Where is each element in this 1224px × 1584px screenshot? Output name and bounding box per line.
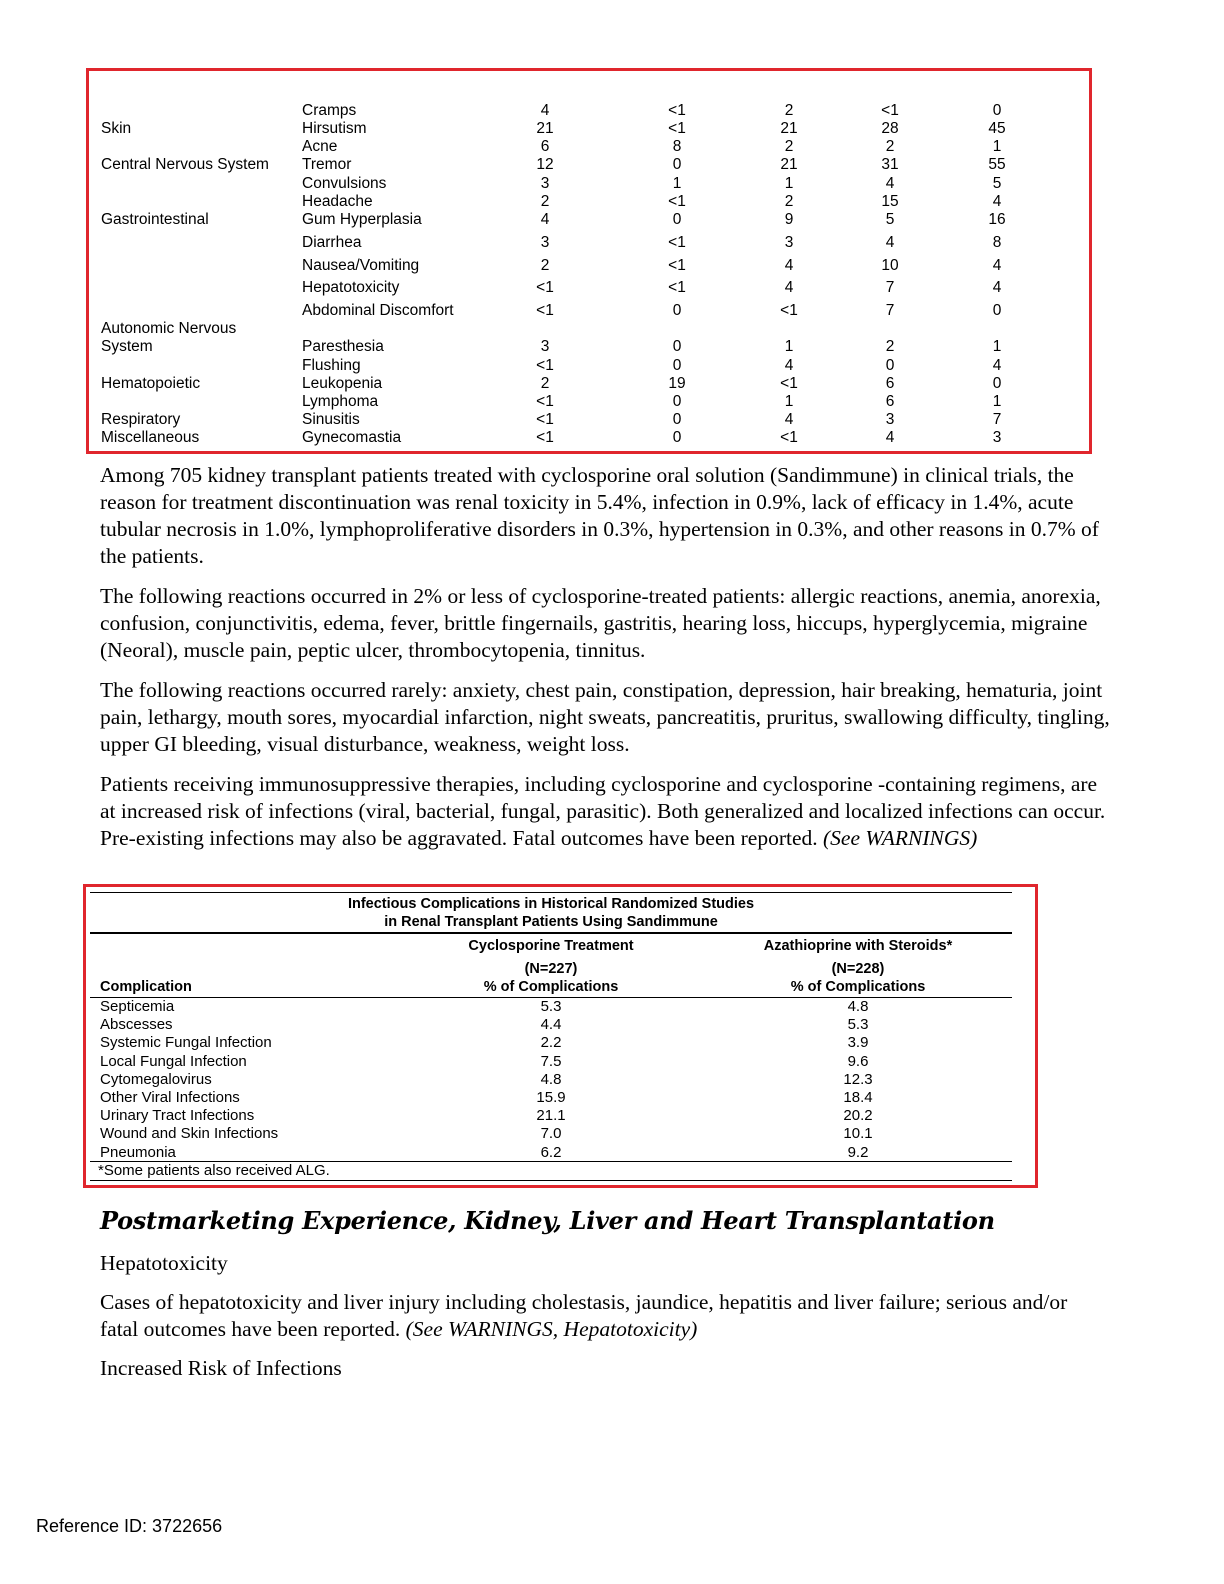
body-system-cell: Gastrointestinal — [101, 211, 209, 228]
value-cell: 0 — [885, 357, 895, 374]
postmarketing-heading: Postmarketing Experience, Kidney, Liver and Heart Transplantation — [100, 1206, 995, 1235]
table-row — [89, 138, 1089, 156]
value-cell: 28 — [881, 120, 899, 137]
reaction-cell: Hirsutism — [302, 120, 367, 137]
body-system-cell: Skin — [101, 120, 132, 137]
value-cell: 6 — [885, 393, 895, 410]
table-footnote-row — [86, 1162, 1035, 1180]
value-cell: 1 — [992, 138, 1002, 155]
value-cell: <1 — [536, 357, 554, 374]
value-cell: <1 — [536, 302, 554, 319]
value-cell: 4 — [885, 234, 895, 251]
table-title-line-2: in Renal Transplant Patients Using Sandimmune — [384, 914, 718, 930]
table-row — [89, 375, 1089, 393]
value-cell: 12 — [536, 156, 554, 173]
value-cell: 2 — [540, 375, 550, 392]
col-cyclosporine-n: (N=227) — [524, 961, 578, 977]
value-cell: <1 — [668, 234, 686, 251]
discontinuation-paragraph: Among 705 kidney transplant patients treated with cyclosporine oral solution (Sandimmune) in clinical trials, the reason for treatment discontinuation was renal toxicity in 5.4%, infection in 0.9%, lack of efficacy in 1.4%, acute tubular necrosis in 1.0%, lymphoproliferative disorders in 0.3%, hypertension in 0.3%, and other reasons in 0.7% of the patients. — [100, 463, 1099, 568]
complication-cell: Other Viral Infections — [100, 1089, 240, 1106]
reaction-cell: Abdominal Discomfort — [302, 302, 454, 319]
value-cell: 2 — [540, 193, 550, 210]
complication-cell: Systemic Fungal Infection — [100, 1034, 272, 1052]
value-cell: 4 — [784, 257, 794, 274]
value-cell: 0 — [672, 211, 682, 228]
complication-cell: Urinary Tract Infections — [100, 1107, 255, 1125]
azathioprine-value-cell: 12.3 — [843, 1070, 873, 1088]
table-row — [86, 1125, 1035, 1143]
value-cell: 4 — [784, 411, 794, 428]
see-warnings-hepatotoxicity-reference: (See WARNINGS, Hepatotoxicity) — [405, 1317, 698, 1341]
reactions-2pct-paragraph: The following reactions occurred in 2% or less of cyclosporine-treated patients: allergic reactions, anemia, anorexia, confusion, conjunctivitis, edema, fever, brittle fingernails, gastritis, hearing loss, hiccups, hyperglycemia, migraine (Neoral), muscle pain, peptic ulcer, thrombocytopenia, tinnitus. — [100, 584, 1101, 662]
value-cell: 31 — [881, 156, 899, 173]
value-cell: 1 — [672, 175, 682, 192]
azathioprine-value-cell: 4.8 — [847, 998, 869, 1015]
cyclosporine-value-cell: 2.2 — [540, 1034, 562, 1052]
reaction-cell: Hepatotoxicity — [302, 279, 400, 296]
value-cell: <1 — [881, 102, 899, 119]
value-cell: <1 — [536, 279, 554, 296]
value-cell: 3 — [540, 175, 550, 192]
table-row — [89, 102, 1089, 120]
value-cell: 4 — [885, 429, 895, 446]
value-cell: 4 — [540, 102, 550, 119]
value-cell: 4 — [992, 279, 1002, 296]
cyclosporine-value-cell: 7.0 — [540, 1125, 562, 1143]
value-cell: 1 — [784, 393, 794, 410]
value-cell: 21 — [780, 156, 798, 173]
value-cell: <1 — [536, 393, 554, 410]
table-row — [89, 211, 1089, 229]
infections-subheading: Increased Risk of Infections — [100, 1356, 342, 1380]
complication-cell: Wound and Skin Infections — [100, 1125, 279, 1143]
table-row — [86, 1089, 1035, 1107]
azathioprine-value-cell: 18.4 — [843, 1089, 873, 1106]
value-cell: 8 — [992, 234, 1002, 251]
value-cell: 0 — [672, 302, 682, 319]
complication-cell: Septicemia — [100, 998, 175, 1015]
table-row — [86, 1034, 1035, 1052]
body-system-cell: Autonomic Nervous — [101, 320, 237, 337]
cyclosporine-value-cell: 4.8 — [540, 1070, 562, 1088]
value-cell: 1 — [992, 393, 1002, 410]
body-system-cell: Central Nervous System — [101, 156, 269, 173]
value-cell: 4 — [885, 175, 895, 192]
col-azathioprine-unit: % of Complications — [790, 979, 926, 995]
table-row — [89, 338, 1089, 356]
cyclosporine-value-cell: 21.1 — [536, 1107, 566, 1125]
value-cell: 21 — [780, 120, 798, 137]
table-row — [89, 320, 1089, 338]
azathioprine-value-cell: 10.1 — [843, 1125, 873, 1143]
footnote-rule — [90, 1180, 1012, 1181]
body-system-cell: Hematopoietic — [101, 375, 201, 392]
table-row — [89, 279, 1089, 297]
cyclosporine-value-cell: 15.9 — [536, 1089, 566, 1106]
value-cell: 1 — [992, 338, 1002, 355]
value-cell: 2 — [885, 338, 895, 355]
value-cell: 2 — [784, 138, 794, 155]
value-cell: 4 — [992, 193, 1002, 210]
rare-reactions-paragraph: The following reactions occurred rarely: anxiety, chest pain, constipation, depression, hair breaking, hematuria, joint pain, lethargy, mouth sores, myocardial infarction, night sweats, pancreatitis, pruritus, swallowing difficulty, tingling, upper GI bleeding, visual disturbance, weakness, weight loss. — [100, 678, 1110, 756]
value-cell: 0 — [992, 375, 1002, 392]
value-cell: <1 — [668, 279, 686, 296]
value-cell: 3 — [540, 234, 550, 251]
complication-cell: Cytomegalovirus — [100, 1070, 212, 1088]
hepatotoxicity-subheading: Hepatotoxicity — [100, 1251, 228, 1275]
table-title-line-1: Infectious Complications in Historical Randomized Studies — [347, 896, 755, 912]
reaction-cell: Headache — [302, 193, 373, 210]
table-row — [89, 156, 1089, 174]
table-top-rule — [90, 892, 1012, 893]
value-cell: <1 — [668, 102, 686, 119]
value-cell: 3 — [784, 234, 794, 251]
table-row — [89, 429, 1089, 447]
azathioprine-value-cell: 9.2 — [847, 1143, 869, 1161]
reaction-cell: Sinusitis — [302, 411, 360, 428]
value-cell: 10 — [881, 257, 899, 274]
complication-cell: Abscesses — [100, 1016, 173, 1034]
complication-column-header: Complication — [100, 979, 192, 995]
reaction-cell: Diarrhea — [302, 234, 362, 251]
infectious-complications-table — [83, 884, 1038, 1188]
value-cell: 4 — [992, 357, 1002, 374]
value-cell: 2 — [885, 138, 895, 155]
table-row — [89, 175, 1089, 193]
value-cell: 5 — [885, 211, 895, 228]
table-row — [86, 998, 1035, 1016]
azathioprine-value-cell: 20.2 — [843, 1107, 873, 1125]
value-cell: 19 — [668, 375, 686, 392]
col-cyclosporine-header: Cyclosporine Treatment — [468, 938, 634, 954]
value-cell: <1 — [536, 411, 554, 428]
reaction-cell: Cramps — [302, 102, 357, 119]
cyclosporine-value-cell: 7.5 — [540, 1052, 562, 1070]
reaction-cell: Leukopenia — [302, 375, 383, 392]
table-row — [86, 1144, 1035, 1162]
body-system-cell: System — [101, 338, 153, 355]
value-cell: 6 — [540, 138, 550, 155]
value-cell: <1 — [668, 120, 686, 137]
table-row — [89, 411, 1089, 429]
value-cell: 3 — [540, 338, 550, 355]
value-cell: <1 — [780, 302, 798, 319]
value-cell: 0 — [992, 302, 1002, 319]
value-cell: 15 — [881, 193, 899, 210]
reaction-cell: Tremor — [302, 156, 352, 173]
value-cell: 21 — [536, 120, 554, 137]
table-row — [89, 257, 1089, 275]
table-row — [86, 1016, 1035, 1034]
azathioprine-value-cell: 9.6 — [847, 1052, 869, 1070]
infection-risk-text: Patients receiving immunosuppressive therapies, including cyclosporine and cyclosporine -containing regimens, are at increased risk of infections (viral, bacterial, fungal, parasitic). Both generalized and localized infections can occur. Pre-existing infections may also be aggravated. Fatal outcomes have been reported. — [100, 772, 1106, 850]
see-warnings-reference: (See WARNINGS) — [823, 826, 978, 850]
complication-cell: Pneumonia — [100, 1143, 176, 1161]
value-cell: 2 — [540, 257, 550, 274]
value-cell: <1 — [536, 429, 554, 446]
reaction-cell: Paresthesia — [302, 338, 384, 355]
table-row — [86, 1053, 1035, 1071]
value-cell: 7 — [992, 411, 1002, 428]
reaction-cell: Lymphoma — [302, 393, 379, 410]
value-cell: 0 — [992, 102, 1002, 119]
reference-id: Reference ID: 3722656 — [36, 1516, 223, 1536]
value-cell: 2 — [784, 193, 794, 210]
value-cell: 4 — [784, 357, 794, 374]
value-cell: 7 — [885, 279, 895, 296]
cyclosporine-value-cell: 6.2 — [540, 1143, 562, 1161]
value-cell: 0 — [672, 393, 682, 410]
hepatotoxicity-text: Cases of hepatotoxicity and liver injury including cholestasis, jaundice, hepatitis and liver failure; serious and/or fatal outcomes have been reported. — [100, 1290, 1068, 1341]
azathioprine-value-cell: 5.3 — [847, 1016, 869, 1034]
col-azathioprine-n: (N=228) — [831, 961, 885, 977]
reaction-cell: Nausea/Vomiting — [302, 257, 420, 274]
value-cell: 3 — [885, 411, 895, 428]
reaction-cell: Gynecomastia — [302, 429, 402, 446]
table-row — [86, 1107, 1035, 1125]
value-cell: <1 — [668, 193, 686, 210]
value-cell: 45 — [988, 120, 1006, 137]
value-cell: 0 — [672, 411, 682, 428]
value-cell: 0 — [672, 156, 682, 173]
value-cell: 5 — [992, 175, 1002, 192]
title-rule — [90, 932, 1012, 934]
value-cell: 8 — [672, 138, 682, 155]
value-cell: 16 — [988, 211, 1006, 228]
azathioprine-value-cell: 3.9 — [847, 1034, 869, 1052]
value-cell: 1 — [784, 338, 794, 355]
value-cell: <1 — [668, 257, 686, 274]
value-cell: 6 — [885, 375, 895, 392]
value-cell: 55 — [988, 156, 1006, 173]
hepatotoxicity-paragraph — [100, 1289, 1110, 1343]
cyclosporine-value-cell: 4.4 — [540, 1016, 562, 1034]
value-cell: 0 — [672, 429, 682, 446]
table-row — [86, 1071, 1035, 1089]
value-cell: 4 — [992, 257, 1002, 274]
reaction-cell: Gum Hyperplasia — [302, 211, 422, 228]
infection-risk-paragraph — [100, 771, 1110, 852]
reaction-cell: Flushing — [302, 357, 361, 374]
body-system-cell: Respiratory — [101, 411, 181, 428]
col-azathioprine-header: Azathioprine with Steroids* — [763, 938, 953, 954]
reaction-cell: Convulsions — [302, 175, 387, 192]
value-cell: 4 — [784, 279, 794, 296]
value-cell: <1 — [780, 429, 798, 446]
body-system-cell: Miscellaneous — [101, 429, 200, 446]
value-cell: 2 — [784, 102, 794, 119]
table-row — [89, 120, 1089, 138]
table-row — [89, 357, 1089, 375]
table-footnote: *Some patients also received ALG. — [98, 1162, 330, 1179]
table-row — [89, 393, 1089, 411]
value-cell: 0 — [672, 338, 682, 355]
adverse-reactions-table — [86, 68, 1092, 454]
value-cell: 9 — [784, 211, 794, 228]
col-cyclosporine-unit: % of Complications — [483, 979, 619, 995]
table-row — [89, 234, 1089, 252]
value-cell: 7 — [885, 302, 895, 319]
value-cell: 4 — [540, 211, 550, 228]
value-cell: 0 — [672, 357, 682, 374]
value-cell: 1 — [784, 175, 794, 192]
value-cell: 3 — [992, 429, 1002, 446]
reaction-cell: Acne — [302, 138, 338, 155]
value-cell: <1 — [780, 375, 798, 392]
table-row — [89, 193, 1089, 211]
complication-cell: Local Fungal Infection — [100, 1052, 247, 1070]
cyclosporine-value-cell: 5.3 — [540, 998, 562, 1015]
table-row — [89, 302, 1089, 320]
